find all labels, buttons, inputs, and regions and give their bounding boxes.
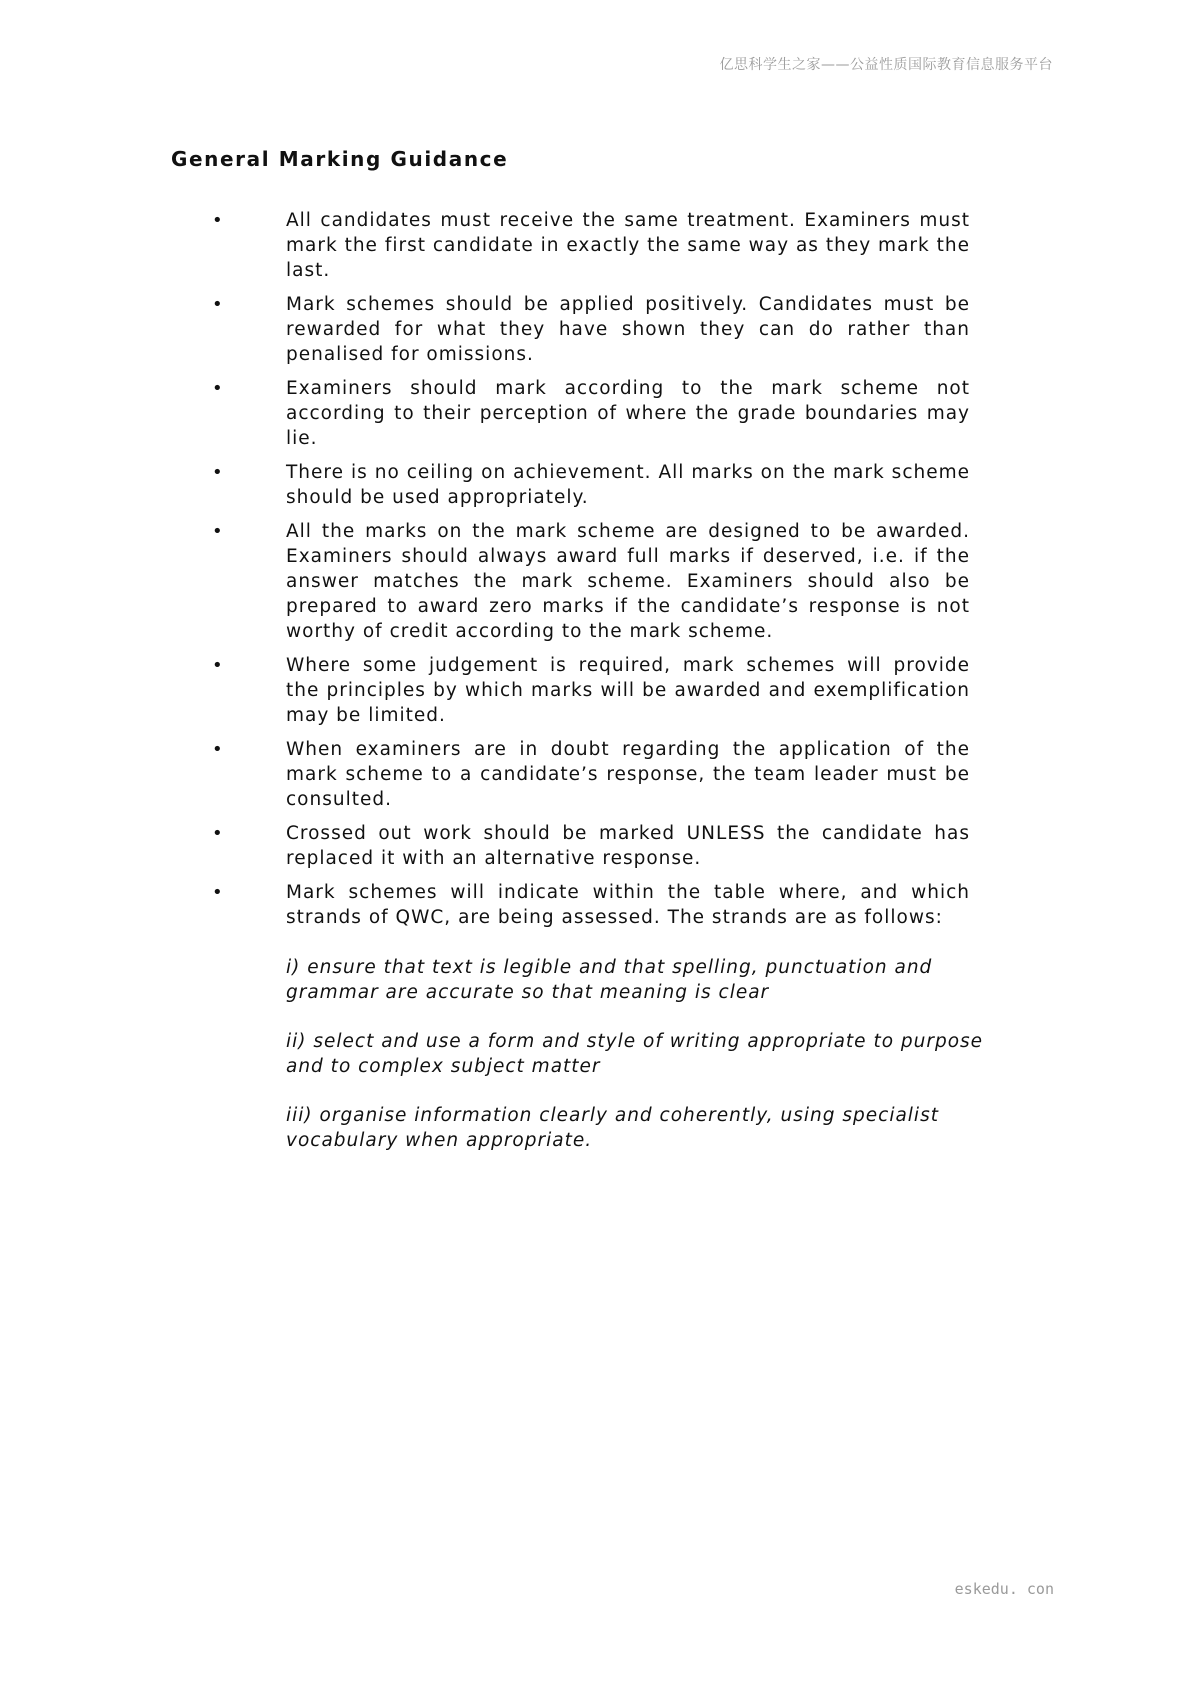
strand-item: i) ensure that text is legible and that spelling, punctuation and grammar are accurate so that meaning is clear [286, 957, 933, 1003]
qwc-strands [286, 955, 986, 1177]
bullet-icon: • [212, 655, 223, 676]
list-item-text: Mark schemes should be applied positively. Candidates must be rewarded for what they have shown they can do rather than penalised for omissions. [286, 294, 970, 365]
list-item [200, 653, 970, 728]
list-item [200, 208, 970, 283]
strand-item: ii) select and use a form and style of writing appropriate to purpose and to complex subject matter [286, 1031, 984, 1077]
list-item-text: All the marks on the mark scheme are designed to be awarded. Examiners should always award full marks if deserved, i.e. if the answer matches the mark scheme. Examiners should also be prepared to award zero marks if the candidate’s response is not worthy of credit according to the mark scheme. [286, 521, 970, 642]
bullet-icon: • [212, 294, 223, 315]
list-item [200, 460, 970, 510]
list-item-text: Where some judgement is required, mark schemes will provide the principles by which marks will be awarded and exemplification may be limited. [286, 655, 970, 726]
bullet-icon: • [212, 882, 223, 903]
list-item-text: When examiners are in doubt regarding the application of the mark scheme to a candidate’s response, the team leader must be consulted. [286, 739, 970, 810]
bullet-icon: • [212, 823, 223, 844]
list-item-text: Crossed out work should be marked UNLESS the candidate has replaced it with an alternative response. [286, 823, 970, 869]
list-item-text: Mark schemes will indicate within the table where, and which strands of QWC, are being assessed. The strands are as follows: [286, 882, 970, 928]
list-item [200, 376, 970, 451]
list-item [200, 292, 970, 367]
guidance-list [200, 208, 970, 939]
list-item-text: All candidates must receive the same treatment. Examiners must mark the first candidate in exactly the same way as they mark the last. [286, 210, 970, 281]
page-title: General Marking Guidance [171, 147, 509, 171]
strand-item: iii) organise information clearly and coherently, using specialist vocabulary when appropriate. [286, 1105, 939, 1151]
bullet-icon: • [212, 739, 223, 760]
header-watermark: 亿思科学生之家——公益性质国际教育信息服务平台 [719, 57, 1053, 73]
list-item [200, 737, 970, 812]
bullet-icon: • [212, 378, 223, 399]
list-item-text: Examiners should mark according to the mark scheme not according to their perception of where the grade boundaries may lie. [286, 378, 970, 449]
list-item-text: There is no ceiling on achievement. All marks on the mark scheme should be used appropriately. [286, 462, 970, 508]
list-item [200, 519, 970, 644]
footer-watermark: eskedu. con [954, 1580, 1054, 1598]
list-item [200, 880, 970, 930]
list-item [200, 821, 970, 871]
bullet-icon: • [212, 210, 223, 231]
bullet-icon: • [212, 462, 223, 483]
bullet-icon: • [212, 521, 223, 542]
